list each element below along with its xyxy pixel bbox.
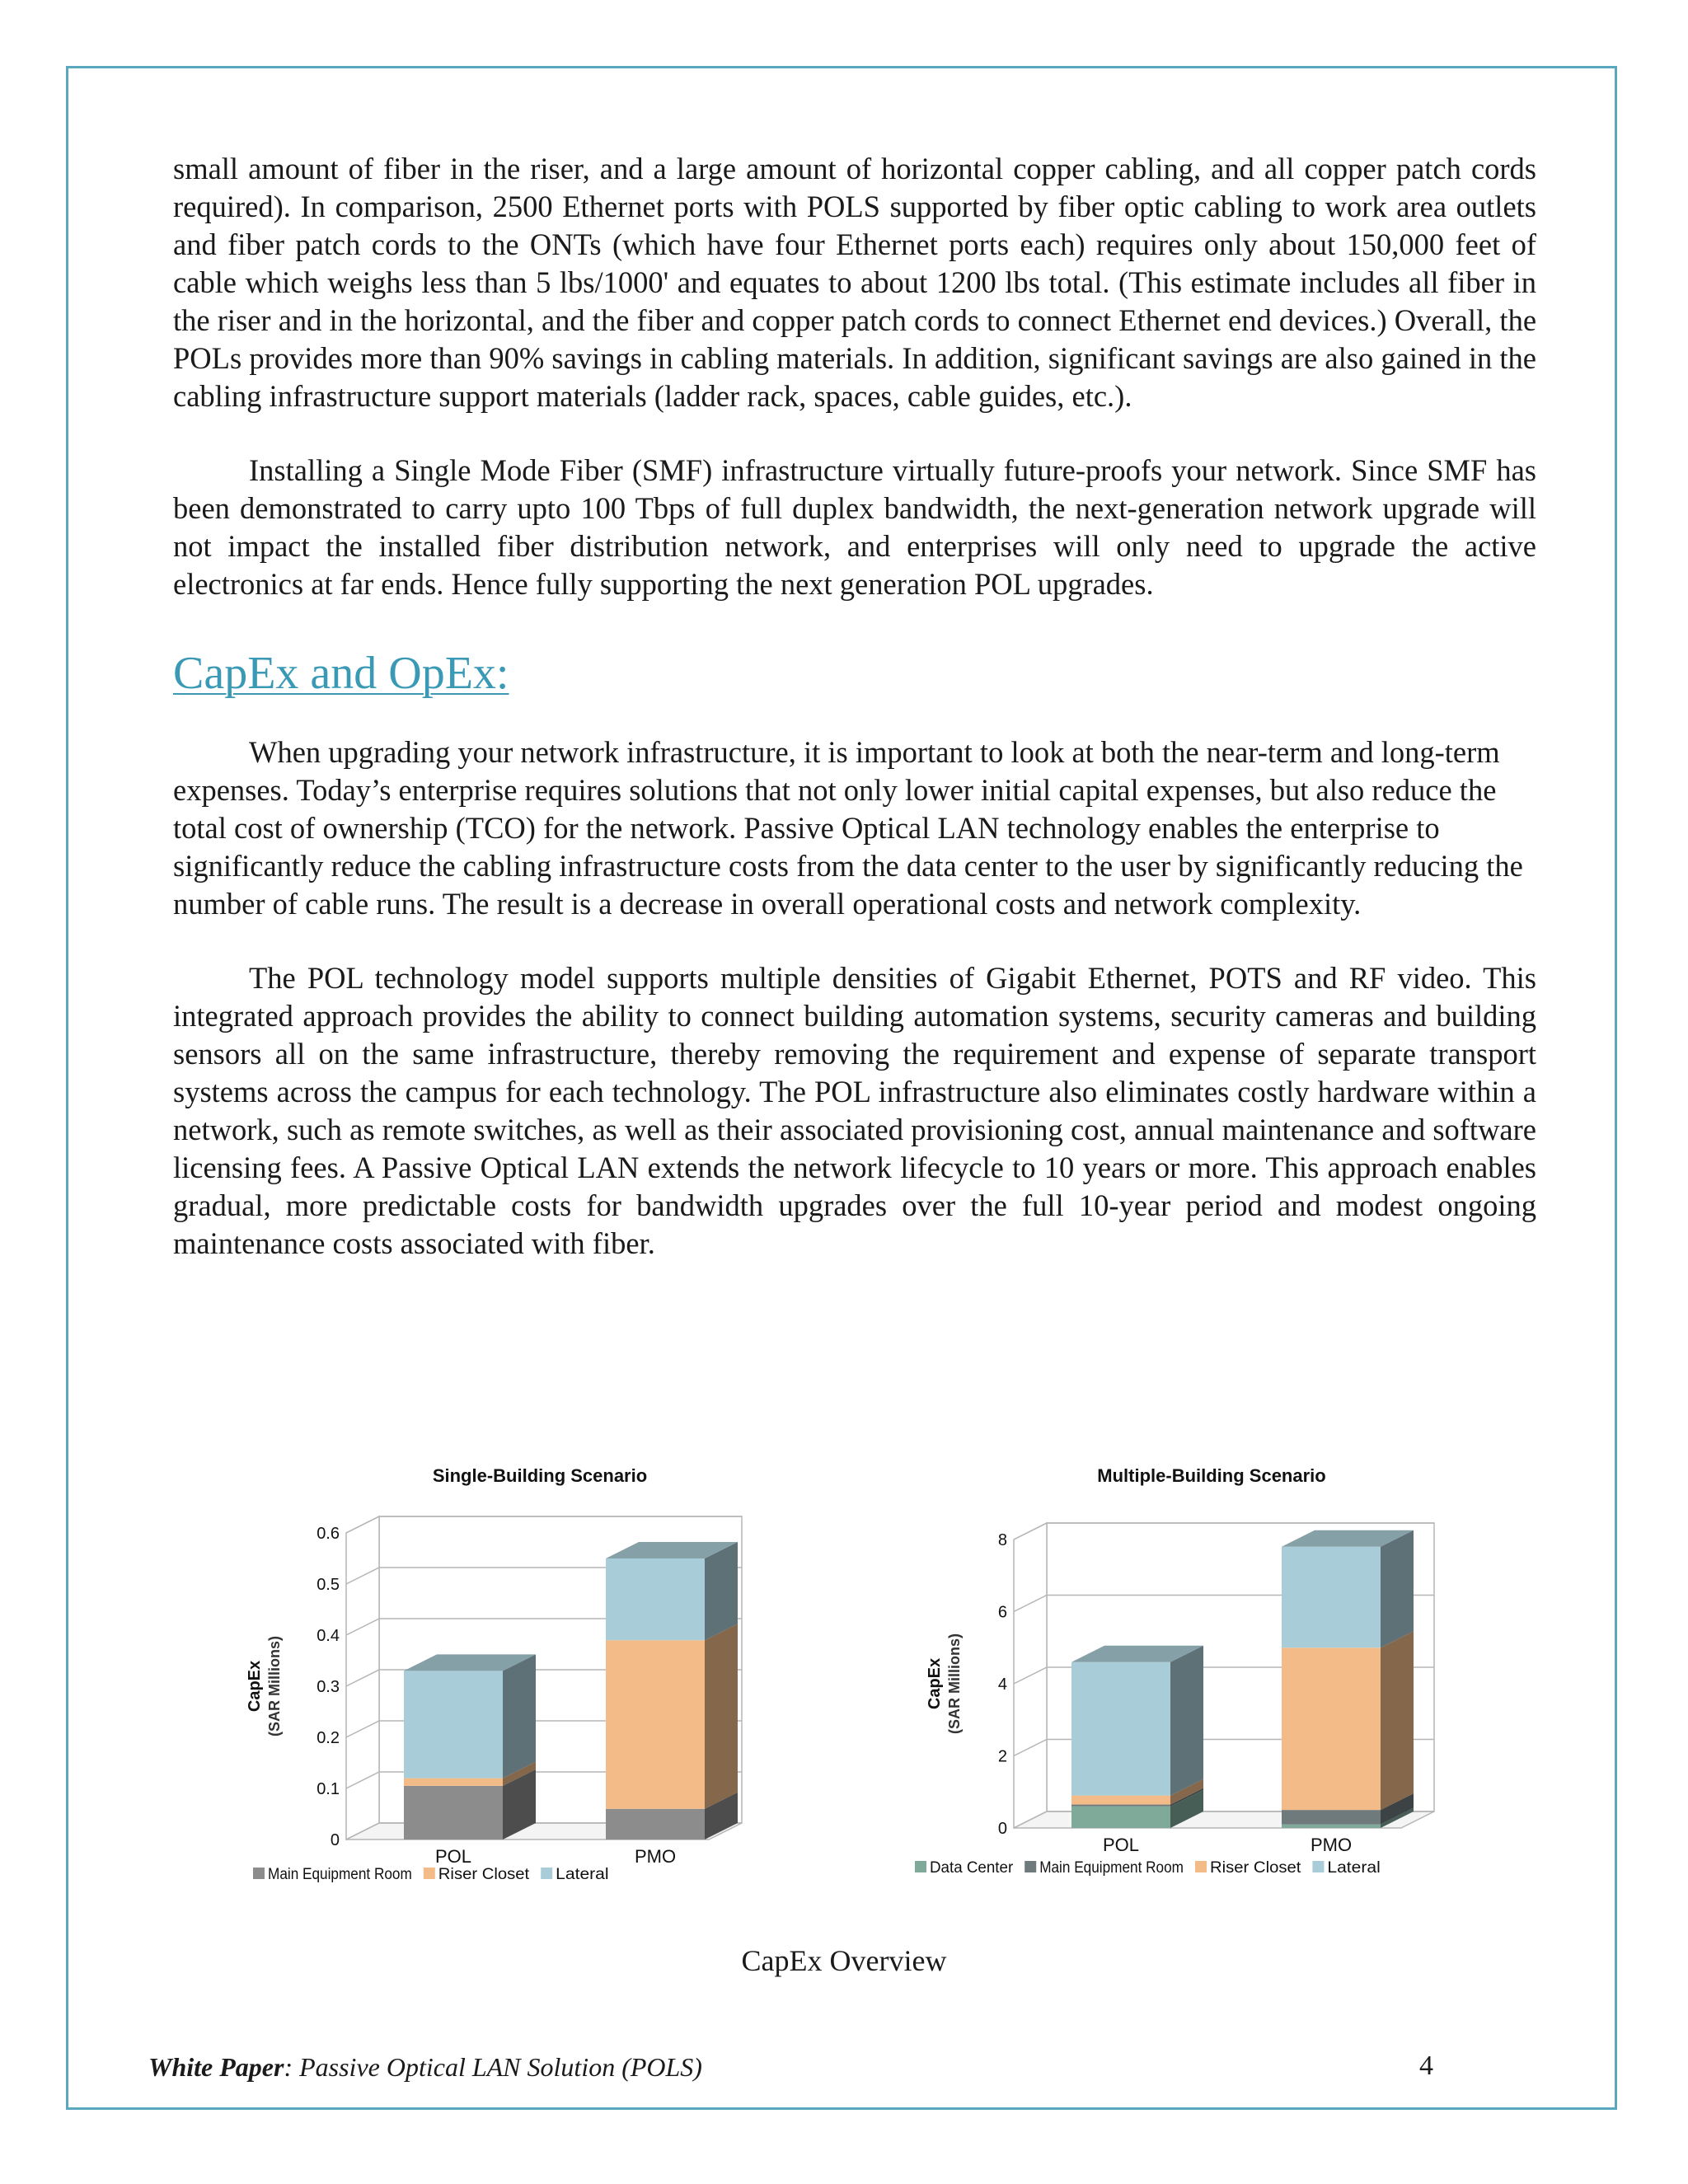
bar-front [1282, 1647, 1381, 1810]
legend-swatch [1195, 1861, 1207, 1872]
section-heading: CapEx and OpEx: [173, 648, 509, 699]
y-tick-label: 4 [997, 1675, 1007, 1694]
legend-label: Main Equipment Room [1039, 1859, 1184, 1877]
single-building-chart-svg [235, 1457, 795, 1902]
legend-label: Lateral [556, 1866, 609, 1883]
bar-side [1170, 1646, 1203, 1796]
footer-title [148, 2052, 702, 2083]
legend-swatch [541, 1868, 552, 1879]
multiple-building-chart [915, 1457, 1508, 1906]
bar-side [1381, 1631, 1414, 1810]
y-tick-label: 0.6 [316, 1525, 340, 1543]
chart-title: Single-Building Scenario [432, 1465, 648, 1486]
bar-front [404, 1786, 503, 1840]
chart-title: Multiple-Building Scenario [1097, 1465, 1326, 1486]
y-tick-label: 0 [997, 1820, 1007, 1838]
bar-side [705, 1542, 738, 1640]
legend-label: Main Equipment Room [268, 1866, 412, 1883]
bar-segment [606, 1624, 738, 1809]
paragraph-pol-model: The POL technology model supports multiple densities of Gigabit Ethernet, POTS and RF video. This integrated approach provides the ability to connect building automation systems, security cameras and building sensors all on the same infrastructure, thereby removing the requirement and expense of separate transport systems across the campus for each technology. The POL infrastructure also eliminates costly hardware within a network, such as remote switches, as well as their associated provisioning cost, annual maintenance and software licensing fees. A Passive Optical LAN extends the network lifecycle to 10 years or more. This approach enables gradual, more predictable costs for bandwidth upgrades over the full 10-year period and modest ongoing maintenance costs associated with fiber. [173, 961, 1536, 1260]
x-tick-label: POL [1102, 1835, 1140, 1855]
bar-segment [404, 1654, 536, 1778]
bar-front [1282, 1810, 1381, 1825]
bar-front [1282, 1547, 1381, 1648]
legend-swatch [1025, 1861, 1036, 1872]
bar-side [705, 1624, 738, 1809]
legend-label: Riser Closet [1210, 1859, 1302, 1877]
y-tick-label: 0 [330, 1831, 340, 1849]
bar-side [503, 1654, 536, 1778]
y-tick-label: 0.4 [316, 1627, 340, 1645]
bar-side [1381, 1530, 1414, 1648]
legend-swatch [915, 1861, 926, 1872]
bar-segment [1282, 1530, 1414, 1648]
single-building-chart [235, 1457, 795, 1906]
y-tick-label: 0.1 [316, 1780, 340, 1798]
y-axis-sublabel: (SAR Millions) [946, 1633, 963, 1734]
footer-text: : Passive Optical LAN Solution (POLS) [284, 2052, 702, 2082]
bar-front [1071, 1805, 1170, 1807]
bar-front [1071, 1796, 1170, 1805]
legend-swatch [424, 1868, 435, 1879]
figure-caption: CapEx Overview [741, 1944, 947, 1977]
legend-label: Data Center [930, 1859, 1014, 1877]
bar-segment [1071, 1646, 1203, 1796]
y-tick-label: 8 [997, 1531, 1007, 1549]
y-axis-label: CapEx [246, 1660, 264, 1713]
bar-front [1071, 1662, 1170, 1796]
legend-swatch [253, 1868, 265, 1879]
legend-label: Lateral [1327, 1859, 1381, 1877]
y-tick-label: 6 [997, 1603, 1007, 1622]
document-body [173, 150, 1536, 1263]
bar-segment [1282, 1631, 1414, 1810]
paragraph-cabling-savings: small amount of fiber in the riser, and a large amount of horizontal copper cabling, and all copper patch cords required). In comparison, 2500 Ethernet ports with POLS supported by fiber optic cabling to work area outlets and fiber patch cords to the ONTs (which have four Ethernet ports each) requires only about 150,000 feet of cable which weighs less than 5 lbs/1000' and equates to about 1200 lbs total. (This estimate includes all fiber in the riser and in the horizontal, and the fiber and copper patch cords to connect Ethernet end devices.) Overall, the POLs provides more than 90% savings in cabling materials. In addition, significant savings are also gained in the cabling infrastructure support materials (ladder rack, spaces, cable guides, etc.). [173, 152, 1537, 413]
paragraph-capex-intro: When upgrading your network infrastructure, it is important to look at both the near-term and long-term expenses. Today’s enterprise requires solutions that not only lower initial capital expenses, but also reduce the total cost of ownership (TCO) for the network. Passive Optical LAN technology enables the enterprise to significantly reduce the cabling infrastructure costs from the data center to the user by significantly reducing the number of cable runs. The result is a decrease in overall operational costs and network complexity. [173, 735, 1523, 921]
bar-front [404, 1779, 503, 1786]
paragraph-smf: Installing a Single Mode Fiber (SMF) infrastructure virtually future-proofs your network. Since SMF has been demonstrated to carry upto 100 Tbps of full duplex bandwidth, the next-generation network upgrade will not impact the installed fiber distribution network, and enterprises will only need to upgrade the active electronics at far ends. Hence fully supporting the next generation POL upgrades. [173, 453, 1536, 601]
bar-front [404, 1671, 503, 1778]
y-tick-label: 0.3 [316, 1678, 340, 1696]
page-number: 4 [1419, 2050, 1433, 2081]
x-tick-label: POL [434, 1846, 472, 1867]
bar-front [606, 1640, 705, 1809]
footer-label: White Paper [148, 2052, 284, 2082]
y-axis-label: CapEx [926, 1657, 944, 1710]
y-tick-label: 0.2 [316, 1729, 340, 1747]
y-axis-sublabel: (SAR Millions) [266, 1636, 283, 1736]
legend-swatch [1312, 1861, 1324, 1872]
y-tick-label: 2 [997, 1747, 1007, 1766]
bar-front [606, 1809, 705, 1840]
multiple-building-chart-svg [915, 1457, 1508, 1902]
bar-front [1282, 1825, 1381, 1828]
x-tick-label: PMO [634, 1846, 677, 1867]
legend-label: Riser Closet [438, 1866, 530, 1883]
y-tick-label: 0.5 [316, 1576, 340, 1594]
bar-front [1071, 1807, 1170, 1828]
bar-front [606, 1558, 705, 1640]
x-tick-label: PMO [1310, 1835, 1353, 1855]
